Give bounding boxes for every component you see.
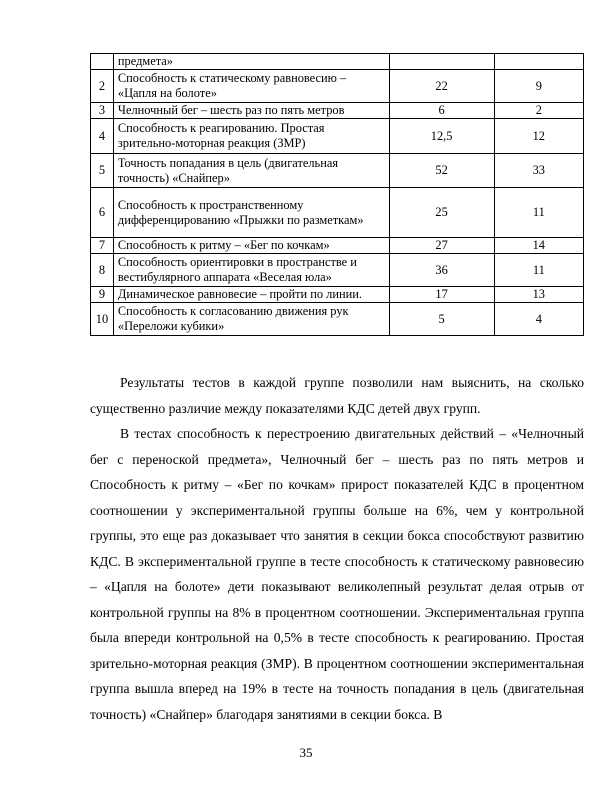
test-description: Способность к пространственному дифференцированию «Прыжки по разметкам» [113,188,389,238]
row-number: 7 [91,238,114,254]
table-row [91,70,584,103]
row-number [91,54,114,70]
test-description: Способность к согласованию движения рук «Переложи кубики» [113,303,389,336]
value-group-1: 27 [389,238,494,254]
row-number: 2 [91,70,114,103]
table-row [91,103,584,119]
row-number: 5 [91,154,114,188]
row-number: 3 [91,103,114,119]
row-number: 4 [91,119,114,154]
test-description: Способность к статическому равновесию – «Цапля на болоте» [113,70,389,103]
test-description: Способность ориентировки в пространстве и вестибулярного аппарата «Веселая юла» [113,254,389,287]
row-number: 8 [91,254,114,287]
test-description: Способность к ритму – «Бег по кочкам» [113,238,389,254]
value-group-1: 17 [389,287,494,303]
value-group-2: 11 [494,188,583,238]
value-group-1: 36 [389,254,494,287]
row-number: 9 [91,287,114,303]
table-row [91,119,584,154]
value-group-2: 12 [494,119,583,154]
row-number: 6 [91,188,114,238]
test-description: Точность попадания в цель (двигательная точность) «Снайпер» [113,154,389,188]
test-description: Челночный бег – шесть раз по пять метров [113,103,389,119]
value-group-2: 14 [494,238,583,254]
paragraph: В тестах способность к перестроению двигательных действий – «Челночный бег с переноской предмета», Челночный бег – шесть раз по пять метров и Способность к ритму – «Бег по кочкам» прирост показателей КДС в процентном соотношении у экспериментальной группы больше на 6%, чем у контрольной группы, это еще раз доказывает что занятия в секции бокса способствуют развитию КДС. В экспериментальной группе в тесте способность к статическому равновесию – «Цапля на болоте» дети показывают великолепный результат делая отрыв от контрольной группы на 8% в процентном соотношении. Экспериментальная группа была впереди контрольной на 0,5% в тесте способность к реагированию. Простая зрительно-моторная реакция (ЗМР). В процентном соотношении экспериментальная группа вышла вперед на 19% в тесте на точность попадания в цель (двигательная точность) «Снайпер» благодаря занятиями в секции бокса. В [90,426,584,722]
value-group-1: 6 [389,103,494,119]
paragraph: Результаты тестов в каждой группе позволили нам выяснить, на сколько существенно различие между показателями КДС детей двух групп. [90,375,584,416]
value-group-1: 52 [389,154,494,188]
table-row [91,254,584,287]
value-group-2: 13 [494,287,583,303]
test-description: Динамическое равновесие – пройти по линии. [113,287,389,303]
test-description: предмета» [113,54,389,70]
table-row [91,303,584,336]
table-row [91,238,584,254]
table-row [91,188,584,238]
body-text [90,370,584,727]
value-group-1 [389,54,494,70]
value-group-2 [494,54,583,70]
value-group-2: 9 [494,70,583,103]
table-row [91,154,584,188]
value-group-2: 2 [494,103,583,119]
test-results-table [90,53,584,336]
table-row [91,287,584,303]
value-group-2: 11 [494,254,583,287]
page-number: 35 [299,745,313,760]
value-group-1: 22 [389,70,494,103]
value-group-1: 5 [389,303,494,336]
value-group-1: 25 [389,188,494,238]
test-description: Способность к реагированию. Простая зрительно-моторная реакция (ЗМР) [113,119,389,154]
row-number: 10 [91,303,114,336]
value-group-1: 12,5 [389,119,494,154]
table-row [91,54,584,70]
value-group-2: 4 [494,303,583,336]
value-group-2: 33 [494,154,583,188]
